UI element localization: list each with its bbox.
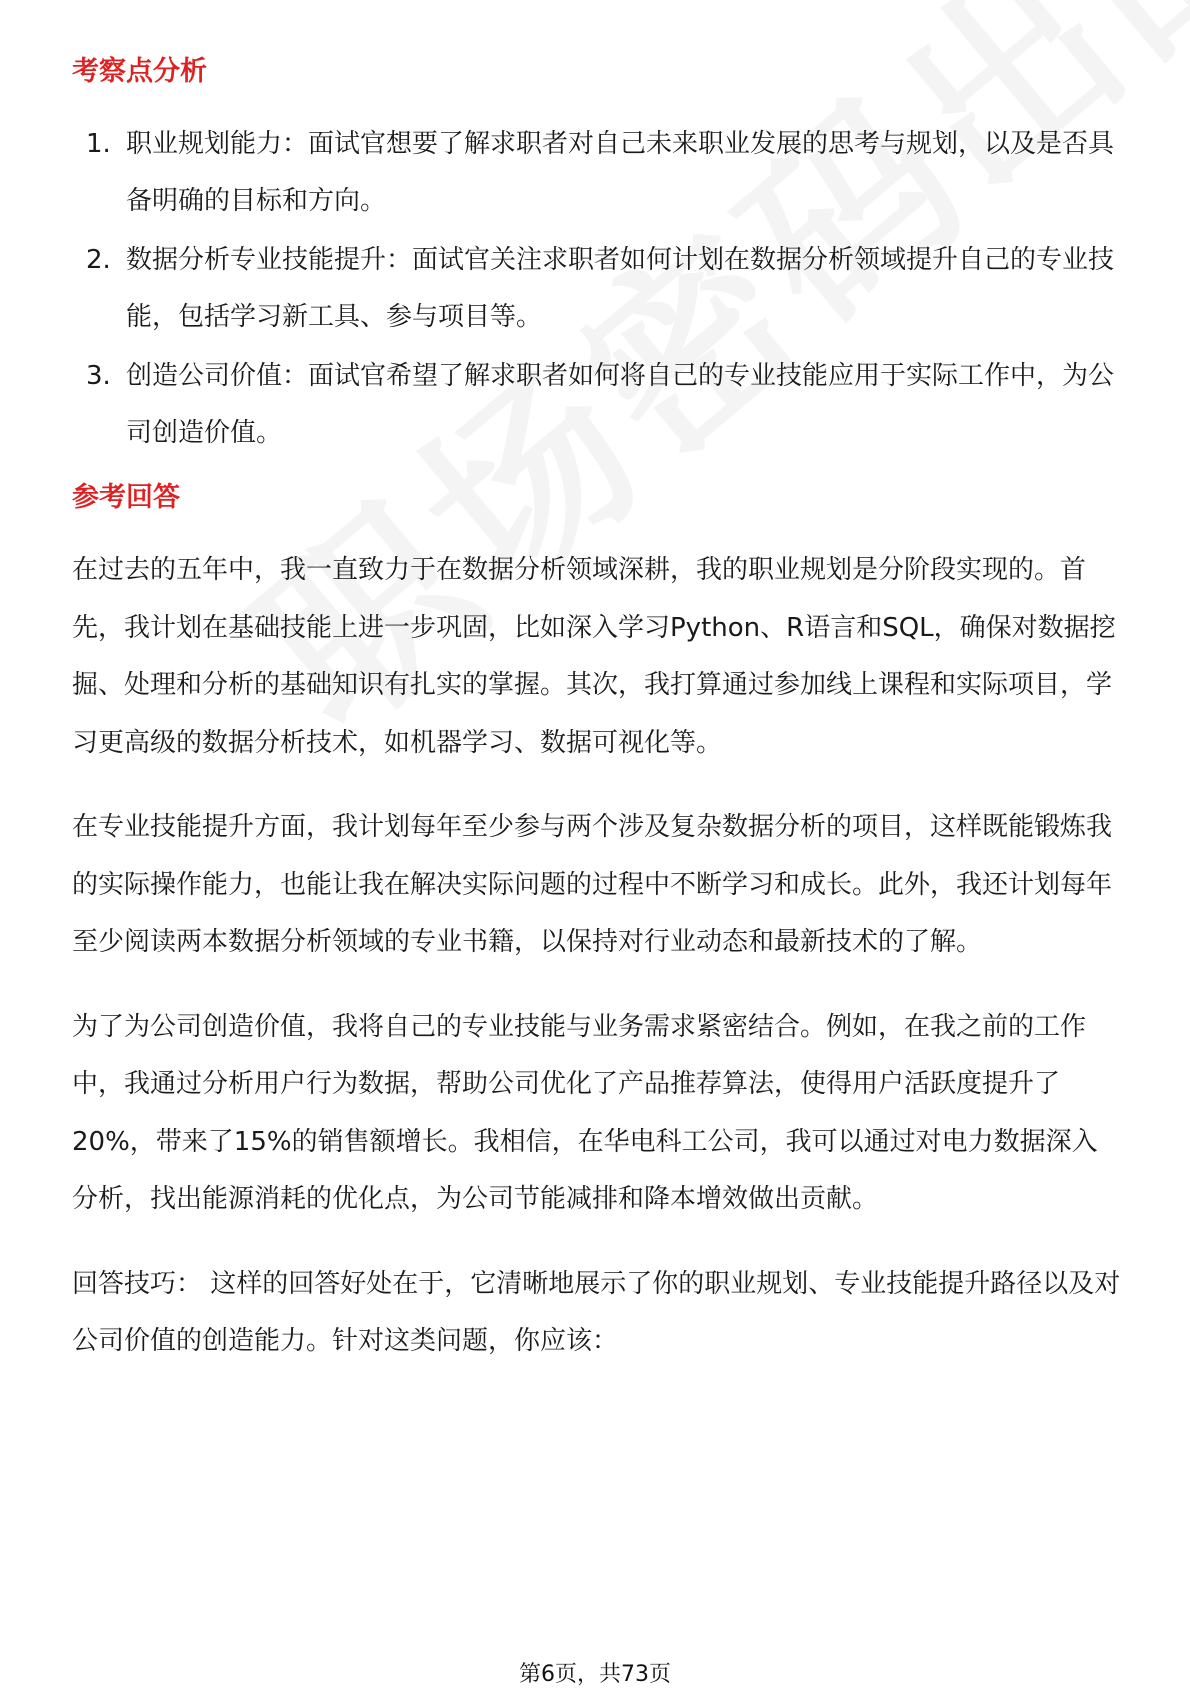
section-title-analysis: 考察点分析 bbox=[72, 56, 207, 87]
list-item-text: 职业规划能力：面试官想要了解求职者对自己未来职业发展的思考与规划，以及是否具备明确的目标和方向。 bbox=[126, 129, 1115, 216]
page-number-footer: 第6页，共73页 bbox=[519, 1662, 671, 1687]
list-item bbox=[72, 232, 1122, 346]
list-item-number: 2. bbox=[86, 245, 111, 275]
answer-tips-paragraph: 回答技巧： 这样的回答好处在于，它清晰地展示了你的职业规划、专业技能提升路径以及对公司价值的创造能力。针对这类问题，你应该： bbox=[72, 1268, 1121, 1356]
list-item-text: 创造公司价值：面试官希望了解求职者如何将自己的专业技能应用于实际工作中，为公司创造价值。 bbox=[126, 361, 1115, 448]
answer-paragraph-2: 在专业技能提升方面，我计划每年至少参与两个涉及复杂数据分析的项目，这样既能锻炼我的实际操作能力，也能让我在解决实际问题的过程中不断学习和成长。此外，我还计划每年至少阅读两本数据分析领域的专业书籍，以保持对行业动态和最新技术的了解。 bbox=[72, 812, 1113, 957]
section-title-answer: 参考回答 bbox=[72, 482, 180, 513]
answer-paragraph-1: 在过去的五年中，我一直致力于在数据分析领域深耕，我的职业规划是分阶段实现的。首先，我计划在基础技能上进一步巩固，比如深入学习Python、R语言和SQL，确保对数据挖掘、处理和分析的基础知识有扎实的掌握。其次，我打算通过参加线上课程和实际项目，学习更高级的数据分析技术，如机器学习、数据可视化等。 bbox=[72, 555, 1116, 758]
answer-paragraph-3: 为了为公司创造价值，我将自己的专业技能与业务需求紧密结合。例如，在我之前的工作中，我通过分析用户行为数据，帮助公司优化了产品推荐算法，使得用户活跃度提升了20%，带来了15%的销售额增长。我相信，在华电科工公司，我可以通过对电力数据深入分析，找出能源消耗的优化点，为公司节能减排和降本增效做出贡献。 bbox=[72, 1011, 1098, 1214]
list-item bbox=[72, 116, 1122, 230]
analysis-points-list bbox=[72, 116, 1122, 462]
list-item-text: 数据分析专业技能提升：面试官关注求职者如何计划在数据分析领域提升自己的专业技能，包括学习新工具、参与项目等。 bbox=[126, 245, 1115, 332]
page-content bbox=[72, 50, 1122, 1398]
list-item-number: 3. bbox=[86, 361, 111, 391]
list-item-number: 1. bbox=[86, 129, 111, 159]
list-item bbox=[72, 348, 1122, 462]
